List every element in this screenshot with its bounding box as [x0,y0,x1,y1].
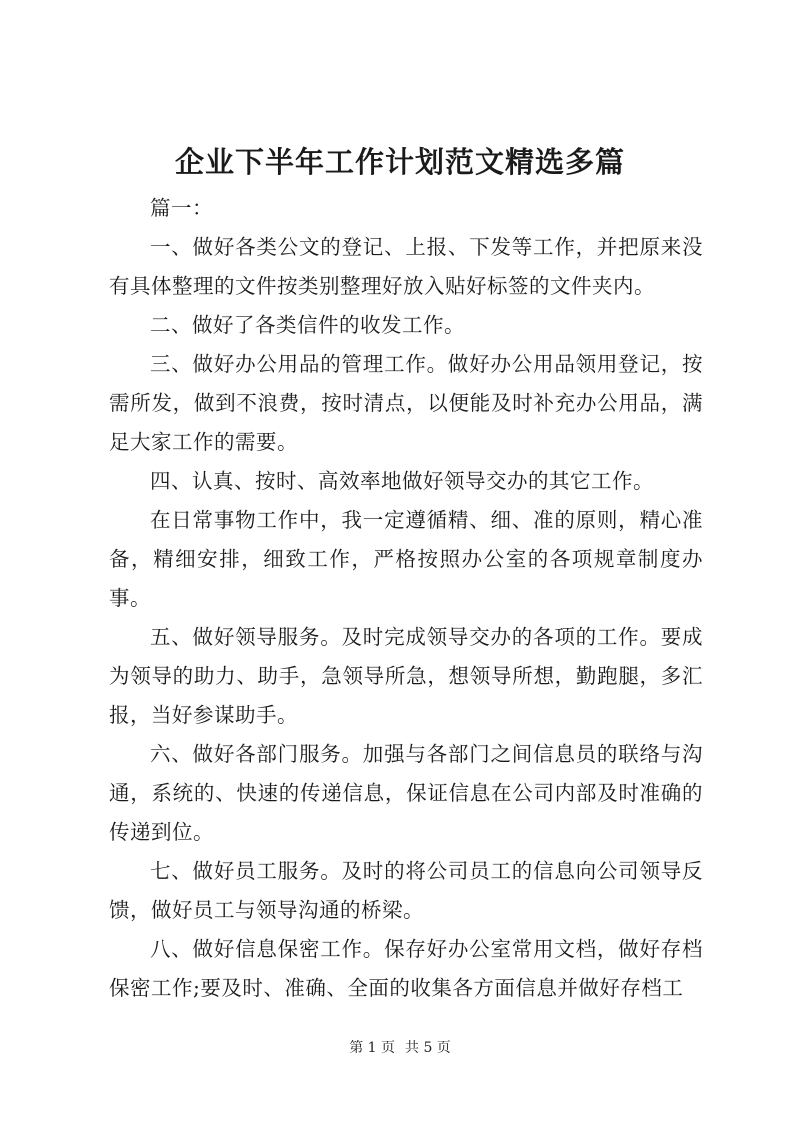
paragraph-item-8: 八、做好信息保密工作。保存好办公室常用文档，做好存档保密工作;要及时、准确、全面的收集各方面信息并做好存档工 [109,937,703,1000]
paragraph-item-6: 六、做好各部门服务。加强与各部门之间信息员的联络与沟通，系统的、快速的传递信息，保证信息在公司内部及时准确的传递到位。 [109,742,703,844]
page-total: 共 5 页 [405,1040,451,1056]
page-number: 第 1 页 [349,1040,395,1056]
paragraph-item-3: 三、做好办公用品的管理工作。做好办公用品领用登记，按需所发，做到不浪费，按时清点，以便能及时补充办公用品，满足大家工作的需要。 [109,352,703,454]
paragraph-daily-work: 在日常事物工作中，我一定遵循精、细、准的原则，精心准备，精细安排，细致工作，严格按照办公室的各项规章制度办事。 [109,508,703,610]
page-footer [0,1038,800,1058]
paragraph-item-2: 二、做好了各类信件的收发工作。 [150,313,465,337]
document-title: 企业下半年工作计划范文精选多篇 [174,145,625,179]
paragraph-section-heading: 篇一： [150,196,213,220]
paragraph-item-7: 七、做好员工服务。及时的将公司员工的信息向公司领导反馈，做好员工与领导沟通的桥梁。 [109,859,703,922]
paragraph-item-1: 一、做好各类公文的登记、上报、下发等工作，并把原来没有具体整理的文件按类别整理好放入贴好标签的文件夹内。 [109,235,703,298]
document-body [109,189,703,1008]
paragraph-item-5: 五、做好领导服务。及时完成领导交办的各项的工作。要成为领导的助力、助手，急领导所急，想领导所想，勤跑腿，多汇报，当好参谋助手。 [109,625,703,727]
paragraph-item-4: 四、认真、按时、高效率地做好领导交办的其它工作。 [150,469,654,493]
